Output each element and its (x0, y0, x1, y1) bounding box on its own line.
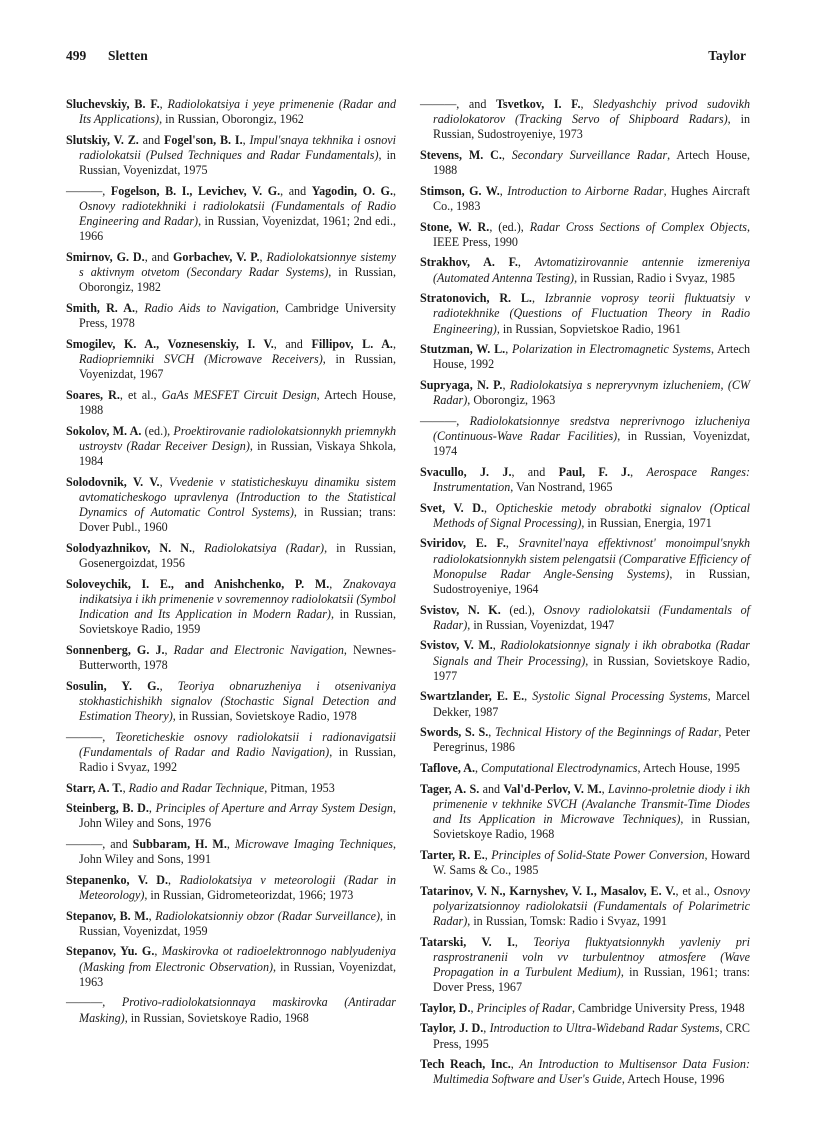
reference-author: Fillipov, L. A. (311, 336, 393, 351)
reference-text: , in Russian, Voyenizdat, 1967 (79, 352, 396, 382)
reference-text: , Artech House, 1996 (621, 1072, 725, 1087)
reference-title: Principles of Solid-State Power Conversion (491, 847, 705, 862)
reference-title: Radiolokatsiya v meteorologii (Radar in Meteorology) (79, 872, 396, 902)
reference-author: Subbaram, H. M. (132, 836, 227, 851)
reference-author: Sosulin, Y. G. (66, 678, 160, 693)
reference-author: Soloveychik, I. E., and Anishchenko, P. M. (66, 576, 330, 591)
reference-text: , Artech House, 1992 (433, 342, 751, 372)
reference-title: Radar Cross Sections of Complex Objects (529, 219, 747, 234)
reference-text: , (510, 1057, 520, 1072)
reference-text: , (154, 944, 162, 959)
reference-entry (420, 1057, 750, 1087)
reference-text: , in Russian, Voyenizdat, 1947 (467, 617, 615, 632)
reference-entry (66, 184, 396, 245)
reference-author: Smith, R. A. (66, 301, 136, 315)
reference-author: Swords, S. S. (420, 725, 489, 740)
reference-text: , (531, 291, 545, 306)
reference-text: , in Russian, Sovietskoye Radio, 1978 (172, 709, 357, 723)
reference-entry (420, 689, 750, 719)
reference-text: , (505, 536, 519, 551)
reference-text: , in Russian, Voyenizdat, 1959 (79, 908, 396, 938)
reference-text: , John Wiley and Sons, 1976 (79, 801, 396, 831)
reference-author: Stepanov, B. M. (66, 908, 149, 923)
reference-title: Polarization in Electromagnetic Systems (512, 342, 711, 357)
right-running-head: Taylor (708, 48, 746, 63)
reference-author: Val'd-Perlov, V. M. (503, 781, 602, 796)
reference-title: Teoriya fluktyatsionnykh yavleniy pri rasprostranenii voln vv turbulentnoy atmosfere (Wave Propagation in a Turbulent Medium) (433, 934, 750, 979)
reference-entry (66, 250, 396, 296)
reference-author: Svistov, N. K. (420, 602, 501, 617)
reference-author: Solodovnik, V. V. (66, 474, 160, 489)
reference-text: , Van Nostrand, 1965 (510, 479, 613, 494)
reference-entry (420, 884, 750, 930)
reference-title: Radiolokatsionniy obzor (Radar Surveillance) (155, 908, 381, 923)
reference-text: , (ed.), (489, 219, 530, 234)
reference-text: , in Russian, 1961; trans: Dover Press, 1967 (433, 964, 751, 995)
reference-text: , (470, 1000, 477, 1015)
reference-title: Introduction to Ultra-Wideband Radar Systems (489, 1021, 720, 1036)
reference-title: Radiolokatsiya s nepreryvnym izlucheniem, (CW Radar) (433, 377, 751, 408)
reference-text: , (630, 464, 647, 479)
reference-entry (66, 801, 396, 831)
reference-text: , in Russian, Tomsk: Radio i Svyaz, 1991 (467, 913, 668, 928)
reference-text: , in Russian, Sudostroyeniye, 1964 (433, 566, 750, 596)
reference-author: Tatarski, V. I. (420, 934, 515, 949)
reference-text: (ed.), (500, 602, 544, 617)
reference-entry (420, 97, 750, 143)
reference-text: ———, (66, 995, 122, 1010)
reference-entry (66, 133, 396, 179)
reference-text: , (488, 725, 496, 740)
reference-text: , Cambridge University Press, 1978 (79, 301, 396, 331)
reference-author: Stepanov, Yu. G. (66, 944, 155, 959)
reference-entry (420, 501, 750, 531)
reference-title: Avtomatizirovannie antennie izmereniya (Automated Antenna Testing) (433, 255, 750, 285)
reference-author: Paul, F. J. (558, 464, 631, 479)
reference-text: , in Russian, Sovietskoye Radio, 1968 (433, 811, 750, 842)
reference-entry (66, 475, 396, 536)
reference-entry (420, 414, 750, 460)
reference-entry (66, 781, 396, 796)
reference-text: , (164, 642, 174, 657)
reference-author: Fogel'son, B. I. (164, 132, 243, 147)
reference-title: Proektirovanie radiolokatsionnykh priemnykh ustroystv (Radar Receiver Design) (79, 423, 396, 453)
reference-text: , in Russian, Sudostroyeniye, 1973 (433, 112, 750, 142)
reference-text: , (484, 847, 492, 862)
reference-author: Taylor, J. D. (420, 1021, 484, 1036)
reference-title: Maskirovka ot radioelektronnogo nablyudeniya (Masking from Electronic Observation) (79, 944, 396, 974)
reference-author: Stevens, M. C. (420, 148, 502, 162)
reference-text: , (159, 678, 178, 693)
reference-author: Stratonovich, R. L. (420, 291, 532, 306)
reference-title: Lavinno-proletnie diody i ikh primenenie v tekhnike SVCH (Avalanche Transmit-Time Diodes and Its Application in Microwave Techniques) (433, 781, 751, 826)
reference-text: , (502, 377, 510, 392)
reference-author: Steinberg, B. D. (66, 801, 149, 816)
reference-title: Izbrannie voprosy teorii fluktuatsiy v radiotekhnike (Questions of Fluctuation Theory in Radio Engineering) (433, 291, 750, 336)
reference-text: , and (280, 183, 312, 198)
reference-entry (420, 761, 750, 776)
left-column (66, 97, 396, 1031)
reference-author: Tarter, R. E. (420, 847, 485, 862)
reference-text: ———, and (66, 836, 133, 851)
reference-text: , (475, 760, 482, 775)
reference-text: , in Russian, Gidrometeorizdat, 1966; 1973 (144, 887, 354, 902)
reference-title: Radio Aids to Navigation (144, 301, 276, 315)
reference-text: , (159, 474, 169, 489)
reference-text: , Artech House, 1988 (433, 148, 751, 178)
reference-entry (420, 1001, 750, 1016)
reference-author: Slutskiy, V. Z. (66, 132, 139, 147)
reference-text: , Oborongiz, 1963 (467, 393, 556, 408)
reference-author: Fogelson, B. I., Levichev, V. G. (110, 183, 281, 198)
reference-title: Sledyashchiy privod sudovikh radiolokatorov (Tracking Servo of Shipboard Radars) (433, 97, 750, 127)
reference-title: Radiolokatsionnye signaly i ikh obrabotka (Radar Signals and Their Processing) (433, 638, 750, 668)
reference-author: Sonnenberg, G. J. (66, 642, 165, 657)
reference-title: Osnovy polyarizatsionnoy radiolokatsii (Fundamentals of Polarimetric Radar) (433, 883, 750, 928)
reference-text: and (138, 132, 165, 147)
reference-title: Osnovy radiolokatsii (Fundamentals of Radar) (433, 602, 750, 632)
reference-text: , et al., (119, 387, 162, 402)
reference-text: , in Russian, Oborongiz, 1962 (159, 112, 304, 127)
page-number: 499 (66, 48, 87, 63)
reference-entry (66, 909, 396, 939)
reference-entry (420, 782, 750, 843)
reference-entry (66, 837, 396, 867)
reference-text: , (501, 148, 512, 162)
reference-author: Stimson, G. W. (420, 183, 500, 198)
reference-author: Stepanenko, V. D. (66, 872, 169, 887)
reference-text: , (148, 908, 156, 923)
reference-author: Sviridov, E. F. (420, 536, 506, 551)
reference-title: Principles of Aperture and Array System Design (155, 801, 393, 816)
reference-text: , in Russian, Energia, 1971 (581, 515, 712, 530)
reference-entry (420, 935, 750, 996)
reference-title: Aerospace Ranges: Instrumentation (433, 464, 750, 494)
reference-title: Radiolokatsionnye sredstva neprerivnogo izlucheniya (Continuous-Wave Radar Facilities) (433, 413, 750, 443)
reference-title: Radar and Electronic Navigation (173, 642, 344, 657)
reference-author: Solodyazhnikov, N. N. (66, 540, 193, 555)
reference-title: Secondary Surveillance Radar (511, 148, 668, 162)
reference-entry (66, 730, 396, 776)
reference-entry (66, 301, 396, 331)
reference-author: Soares, R. (66, 387, 120, 402)
reference-entry (420, 848, 750, 878)
reference-text: , in Russian, Sopvietskoe Radio, 1961 (496, 321, 681, 336)
reference-entry (420, 291, 750, 337)
reference-text: , Cambridge University Press, 1948 (571, 1000, 745, 1015)
reference-title: Sravnitel'naya effektivnost' monoimpul'snykh radiolokatsionnykh sistem pelengatsii (Comparative Efficiency of Monopulse Radar Angle-Sensing Systems) (433, 536, 750, 581)
reference-entry (420, 184, 750, 214)
reference-author: Supryaga, N. P. (420, 377, 503, 392)
reference-author: Svistov, V. M. (420, 638, 493, 653)
reference-title: Opticheskie metody obrabotki signalov (Optical Methods of Signal Processing) (433, 500, 751, 530)
running-header (66, 48, 746, 68)
reference-entry (66, 577, 396, 638)
reference-text: , CRC Press, 1995 (433, 1021, 750, 1051)
reference-entry (66, 97, 396, 127)
reference-author: Tech Reach, Inc. (420, 1057, 511, 1072)
reference-text: , in Russian; trans: Dover Publ., 1960 (79, 505, 396, 535)
reference-text: , (505, 342, 512, 357)
reference-text: , (499, 183, 508, 198)
reference-title: Radiolokatsiya (Radar) (204, 540, 325, 555)
reference-entry (420, 603, 750, 633)
reference-text: , (601, 781, 609, 796)
reference-title: Radiolokatsiya i yeye primenenie (Radar and Its Applications) (79, 97, 397, 127)
reference-entry (66, 424, 396, 470)
reference-author: Taflove, A. (420, 760, 475, 775)
reference-author: Taylor, D. (420, 1000, 471, 1015)
reference-entry (66, 873, 396, 903)
reference-title: Technical History of the Beginnings of Radar (495, 725, 719, 740)
reference-title: Introduction to Airborne Radar (507, 183, 664, 198)
reference-title: Znakovaya indikatsiya i ikh primenenie v sovremennoy radiolokatsii (Symbol Indication and Its Application in Modern Radar) (79, 576, 396, 621)
reference-text: , and (273, 336, 312, 351)
reference-entry (66, 643, 396, 673)
reference-title: Vvedenie v statisticheskuyu dinamiku sistem avtomaticheskogo upravlenya (Introduction to the Statistical Dynamics of Automatic Control Systems) (79, 474, 396, 519)
reference-text: , (259, 250, 267, 264)
reference-title: Teoreticheskie osnovy radiolokatsii i radionavigatsii (Fundamentals of Radar and Radio Navigation) (79, 729, 396, 759)
reference-text: , Newnes-Butterworth, 1978 (79, 642, 397, 672)
reference-title: Systolic Signal Processing Systems (532, 689, 708, 704)
reference-author: Stutzman, W. L. (420, 342, 506, 357)
reference-text: , (392, 183, 396, 198)
reference-text: , in Russian, Voyenizdat, 1975 (79, 148, 396, 178)
reference-author: Stone, W. R. (420, 219, 490, 234)
reference-entry (420, 465, 750, 495)
reference-text: ———, (66, 183, 111, 198)
reference-entry (66, 944, 396, 990)
reference-text: , (514, 934, 534, 949)
reference-author: Smogilev, K. A., Voznesenskiy, I. V. (66, 336, 274, 351)
reference-text: , (159, 97, 168, 111)
reference-text: , (242, 132, 250, 147)
reference-title: Impul'snaya tekhnika i osnovi radiolokatsii (Pulsed Techniques and Radar Fundamentals) (79, 132, 396, 162)
reference-title: Radiopriemniki SVCH (Microwave Receivers) (79, 352, 323, 366)
reference-author: Sokolov, M. A. (66, 423, 142, 438)
reference-text: , in Russian, Voyenizdat, 1963 (79, 959, 396, 989)
reference-text: , IEEE Press, 1990 (433, 219, 750, 249)
reference-text: , (168, 872, 180, 887)
reference-text: , John Wiley and Sons, 1991 (79, 836, 396, 867)
reference-text: , Peter Peregrinus, 1986 (433, 725, 750, 755)
reference-text: , (226, 836, 235, 851)
right-column (420, 97, 750, 1093)
reference-text: , (192, 540, 205, 555)
reference-author: Tatarinov, V. N., Karnyshev, V. I., Masalov, E. V. (420, 883, 676, 898)
reference-text: , (148, 801, 156, 816)
reference-entry (420, 255, 750, 285)
reference-title: Radio and Radar Technique (128, 780, 265, 795)
reference-entry (66, 541, 396, 571)
reference-text: , (517, 255, 535, 270)
reference-author: Tager, A. S. (420, 781, 480, 796)
reference-text: , (580, 97, 594, 111)
reference-text: , in Russian, Oborongiz, 1982 (79, 265, 396, 295)
reference-text: , in Russian, Radio i Svyaz, 1992 (79, 744, 396, 774)
reference-text: and (479, 781, 504, 796)
reference-text: , (392, 336, 396, 351)
reference-text: , and (511, 464, 559, 479)
reference-author: Gorbachev, V. P. (173, 250, 260, 264)
reference-text: , (484, 500, 496, 515)
reference-title: Radiolokatsionnye sistemy s aktivnym otvetom (Secondary Radar Systems) (79, 250, 396, 280)
reference-text: , in Russian, Viskaya Shkola, 1984 (79, 438, 396, 468)
reference-title: Protivo-radiolokatsionnaya maskirovka (Antiradar Masking) (79, 995, 396, 1025)
reference-text: ———, and (420, 97, 496, 111)
reference-text: , and (144, 250, 173, 264)
reference-text: ———, (66, 729, 116, 744)
reference-title: Microwave Imaging Techniques (234, 836, 393, 851)
reference-title: Teoriya obnaruzheniya i otsenivaniya stokhastichishikh signalov (Stochastic Signal Detection and Estimation Theory) (79, 678, 397, 723)
reference-entry (420, 378, 750, 408)
reference-text: , Marcel Dekker, 1987 (433, 689, 750, 719)
reference-entry (420, 148, 750, 178)
reference-text: , in Russian, Sovietskoye Radio, 1977 (433, 653, 750, 683)
reference-author: Tsvetkov, I. F. (495, 97, 581, 111)
reference-author: Svet, V. D. (420, 500, 484, 515)
reference-text: , (329, 576, 343, 591)
left-running-head: Sletten (108, 48, 148, 63)
reference-text: , (135, 301, 145, 315)
reference-text: , Artech House, 1988 (79, 387, 396, 417)
reference-title: Principles of Radar (476, 1000, 572, 1015)
reference-entry (420, 342, 750, 372)
reference-text: , (524, 689, 533, 704)
reference-entry (420, 1021, 750, 1051)
reference-author: Svacullo, J. J. (420, 464, 512, 479)
reference-entry (420, 725, 750, 755)
reference-text: , Howard W. Sams & Co., 1985 (433, 847, 750, 877)
reference-text: , Hughes Aircraft Co., 1983 (433, 183, 750, 213)
reference-title: Osnovy radiotekhniki i radiolokatsii (Fundamentals of Radio Engineering and Radar) (79, 199, 396, 229)
reference-author: Strakhov, A. F. (420, 255, 518, 270)
reference-author: Swartzlander, E. E. (420, 689, 525, 704)
reference-text: , in Russian, Gosenergoizdat, 1956 (79, 540, 396, 570)
reference-text: , in Russian, Radio i Svyaz, 1985 (574, 270, 736, 285)
reference-author: Starr, A. T. (66, 780, 123, 795)
reference-text: , (492, 638, 501, 653)
reference-text: , in Russian, Sovietskoye Radio, 1959 (79, 607, 396, 637)
reference-author: Yagodin, O. G. (311, 183, 393, 198)
reference-text: , Pitman, 1953 (264, 780, 335, 795)
reference-entry (66, 679, 396, 725)
reference-entry (66, 995, 396, 1025)
reference-author: Sluchevskiy, B. F. (66, 97, 160, 111)
reference-text: , et al., (675, 883, 714, 898)
reference-text: , (122, 780, 129, 795)
reference-author: Smirnov, G. D. (66, 250, 145, 264)
reference-text: (ed.), (141, 423, 174, 438)
reference-text: , in Russian, Sovietskoye Radio, 1968 (124, 1010, 309, 1025)
reference-text: , Artech House, 1995 (637, 760, 740, 775)
reference-text: ———, (420, 413, 470, 428)
reference-title: An Introduction to Multisensor Data Fusion: Multimedia Software and User's Guide (433, 1057, 750, 1087)
reference-title: Computational Electrodynamics (481, 760, 638, 775)
reference-text: , (483, 1021, 490, 1036)
reference-text: , in Russian, Voyenizdat, 1961; 2nd edi., 1966 (79, 214, 396, 244)
reference-entry (420, 638, 750, 684)
reference-title: GaAs MESFET Circuit Design (161, 387, 317, 402)
reference-entry (420, 220, 750, 250)
reference-entry (66, 337, 396, 383)
reference-text: , in Russian, Voyenizdat, 1974 (433, 428, 750, 459)
reference-entry (66, 388, 396, 418)
reference-entry (420, 536, 750, 597)
